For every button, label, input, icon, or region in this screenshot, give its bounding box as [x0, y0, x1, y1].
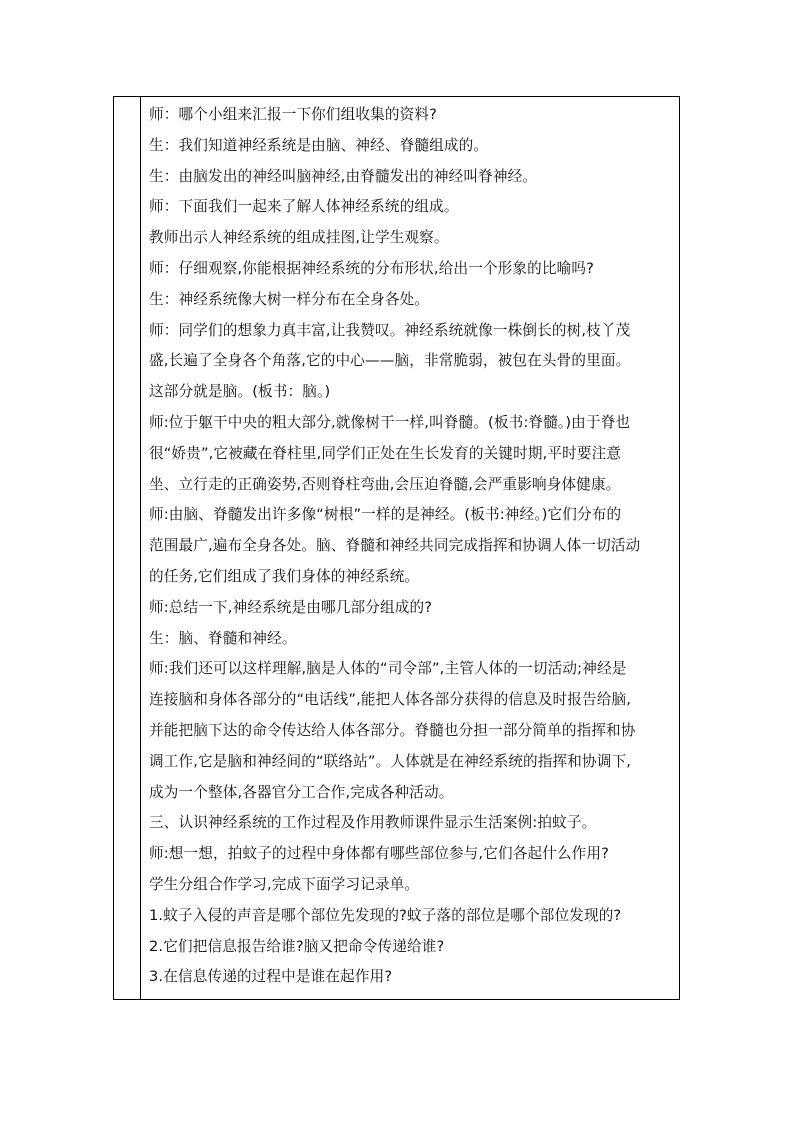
table-content-cell	[141, 97, 679, 999]
text-line: 这部分就是脑。(板书：脑。)	[149, 383, 331, 401]
text-line: 师:总结一下,神经系统是由哪几部分组成的?	[149, 598, 433, 616]
text-line: 师:由脑、脊髓发出许多像“树根”一样的是神经。(板书:神经。)它们分布的	[149, 506, 622, 524]
text-line: 范围最广,遍布全身各处。脑、脊髓和神经共同完成指挥和协调人体一切活动	[149, 537, 641, 555]
text-line: 学生分组合作学习,完成下面学习记录单。	[149, 875, 420, 893]
text-line: 师:想一想，拍蚊子的过程中身体都有哪些部位参与,它们各起什么作用?	[149, 845, 610, 863]
text-line: 3.在信息传递的过程中是谁在起作用?	[149, 968, 393, 986]
table-left-column	[114, 97, 141, 999]
text-line: 生：神经系统像大树一样分布在全身各处。	[149, 290, 430, 308]
text-line: 教师出示人神经系统的组成挂图,让学生观察。	[149, 229, 449, 247]
text-line: 师：仔细观察,你能根据神经系统的分布形状,给出一个形象的比喻吗?	[149, 259, 595, 277]
lesson-table	[113, 96, 680, 1000]
text-line: 生：脑、脊髓和神经。	[149, 629, 297, 647]
text-line: 生：我们知道神经系统是由脑、神经、脊髓组成的。	[149, 136, 489, 154]
text-line: 生：由脑发出的神经叫脑神经,由脊髓发出的神经叫脊神经。	[149, 167, 538, 185]
text-line: 盛,长遍了全身各个角落,它的中心——脑，非常脆弱，被包在头骨的里面。	[149, 352, 631, 370]
text-line: 很“娇贵”,它被藏在脊柱里,同学们正处在生长发育的关键时期,平时要注意	[149, 444, 622, 462]
text-line: 连接脑和身体各部分的“电话线”,能把人体各部分获得的信息及时报告给脑,	[149, 691, 632, 709]
text-line: 调工作,它是脑和神经间的“联络站”。人体就是在神经系统的指挥和协调下,	[149, 752, 632, 770]
text-line: 师：下面我们一起来了解人体神经系统的组成。	[149, 198, 459, 216]
text-line: 2.它们把信息报告给谁?脑又把命令传递给谁?	[149, 937, 445, 955]
text-line: 师:我们还可以这样理解,脑是人体的“司令部”,主管人体的一切活动;神经是	[149, 660, 627, 678]
text-line: 师：同学们的想象力真丰富,让我赞叹。神经系统就像一株倒长的树,枝丫茂	[149, 321, 631, 339]
text-line: 1.蚊子入侵的声音是哪个部位先发现的?蚊子落的部位是哪个部位发现的?	[149, 906, 622, 924]
text-line: 师：哪个小组来汇报一下你们组收集的资料?	[149, 106, 438, 123]
text-line: 并能把脑下达的命令传达给人体各部分。脊髓也分担一部分简单的指挥和协	[149, 721, 636, 739]
text-line: 的任务,它们组成了我们身体的神经系统。	[149, 567, 420, 585]
text-line: 三、认识神经系统的工作过程及作用教师课件显示生活案例:拍蚊子。	[149, 814, 597, 832]
text-line: 成为一个整体,各器官分工合作,完成各种活动。	[149, 783, 454, 801]
text-line: 师:位于躯干中央的粗大部分,就像树干一样,叫脊髓。(板书:脊髓。)由于脊也	[149, 413, 631, 431]
text-line: 坐、立行走的正确姿势,否则脊柱弯曲,会压迫脊髓,会严重影响身体健康。	[149, 475, 621, 493]
